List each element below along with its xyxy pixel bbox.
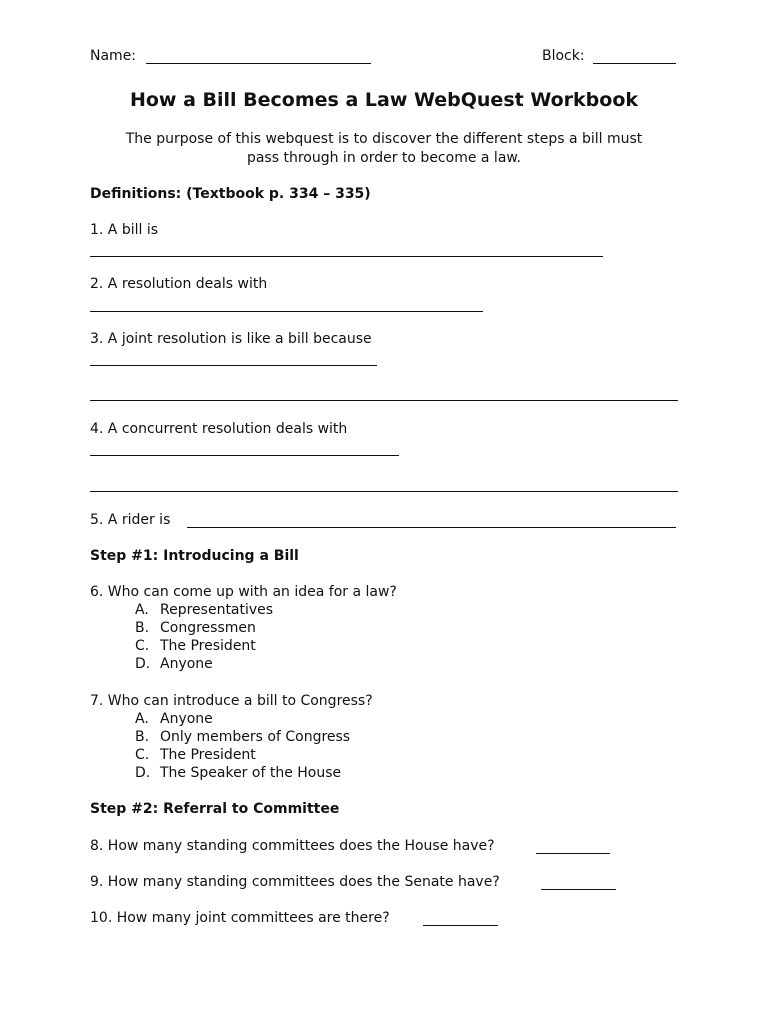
answer-line-5[interactable] xyxy=(187,527,676,528)
option-label: Only members of Congress xyxy=(160,729,351,745)
option-letter: B. xyxy=(135,620,150,636)
option-label: The President xyxy=(160,747,256,763)
answer-line-10[interactable] xyxy=(423,925,498,926)
answer-line-1[interactable] xyxy=(90,256,603,257)
option-letter: D. xyxy=(135,765,151,781)
option-letter: A. xyxy=(135,602,149,618)
step-1-heading: Step #1: Introducing a Bill xyxy=(90,548,299,564)
step-2-heading: Step #2: Referral to Committee xyxy=(90,801,340,817)
question-6: 6. Who can come up with an idea for a law? xyxy=(90,584,397,600)
question-8: 8. How many standing committees does the House have? xyxy=(90,838,495,854)
purpose-line-1: The purpose of this webquest is to discover the different steps a bill must xyxy=(125,131,643,147)
option-letter: A. xyxy=(135,711,149,727)
option-letter: C. xyxy=(135,747,150,763)
q7-option-b[interactable] xyxy=(135,728,350,746)
q6-option-c[interactable] xyxy=(135,637,256,655)
answer-line-3b[interactable] xyxy=(90,400,678,401)
option-letter: B. xyxy=(135,729,150,745)
answer-line-4a[interactable] xyxy=(90,455,399,456)
question-7: 7. Who can introduce a bill to Congress? xyxy=(90,693,373,709)
option-label: Anyone xyxy=(160,711,213,727)
q7-option-d[interactable] xyxy=(135,764,341,782)
answer-line-4b[interactable] xyxy=(90,491,678,492)
q6-option-a[interactable] xyxy=(135,601,273,619)
name-label: Name: xyxy=(90,48,137,64)
answer-line-2[interactable] xyxy=(90,311,483,312)
page-title: How a Bill Becomes a Law WebQuest Workbook xyxy=(129,89,639,111)
q7-option-a[interactable] xyxy=(135,710,213,728)
definition-question-3: 3. A joint resolution is like a bill because xyxy=(90,331,372,347)
question-9: 9. How many standing committees does the Senate have? xyxy=(90,874,500,890)
name-blank[interactable] xyxy=(146,63,371,64)
option-label: Representatives xyxy=(160,602,274,618)
q7-option-c[interactable] xyxy=(135,746,256,764)
question-10: 10. How many joint committees are there? xyxy=(90,910,390,926)
q6-option-b[interactable] xyxy=(135,619,256,637)
option-label: The President xyxy=(160,638,256,654)
definition-question-1: 1. A bill is xyxy=(90,222,159,238)
definition-question-5: 5. A rider is xyxy=(90,512,171,528)
definition-question-2: 2. A resolution deals with xyxy=(90,276,268,292)
option-label: Anyone xyxy=(160,656,213,672)
purpose-line-2: pass through in order to become a law. xyxy=(246,150,522,166)
option-letter: D. xyxy=(135,656,151,672)
answer-line-3a[interactable] xyxy=(90,365,377,366)
answer-line-8[interactable] xyxy=(536,853,610,854)
answer-line-9[interactable] xyxy=(541,889,616,890)
option-label: The Speaker of the House xyxy=(160,765,342,781)
q6-option-d[interactable] xyxy=(135,655,213,673)
definition-question-4: 4. A concurrent resolution deals with xyxy=(90,421,348,437)
block-blank[interactable] xyxy=(593,63,676,64)
option-label: Congressmen xyxy=(160,620,256,636)
definitions-heading: Definitions: (Textbook p. 334 – 335) xyxy=(90,186,371,202)
option-letter: C. xyxy=(135,638,150,654)
block-label: Block: xyxy=(542,48,585,64)
